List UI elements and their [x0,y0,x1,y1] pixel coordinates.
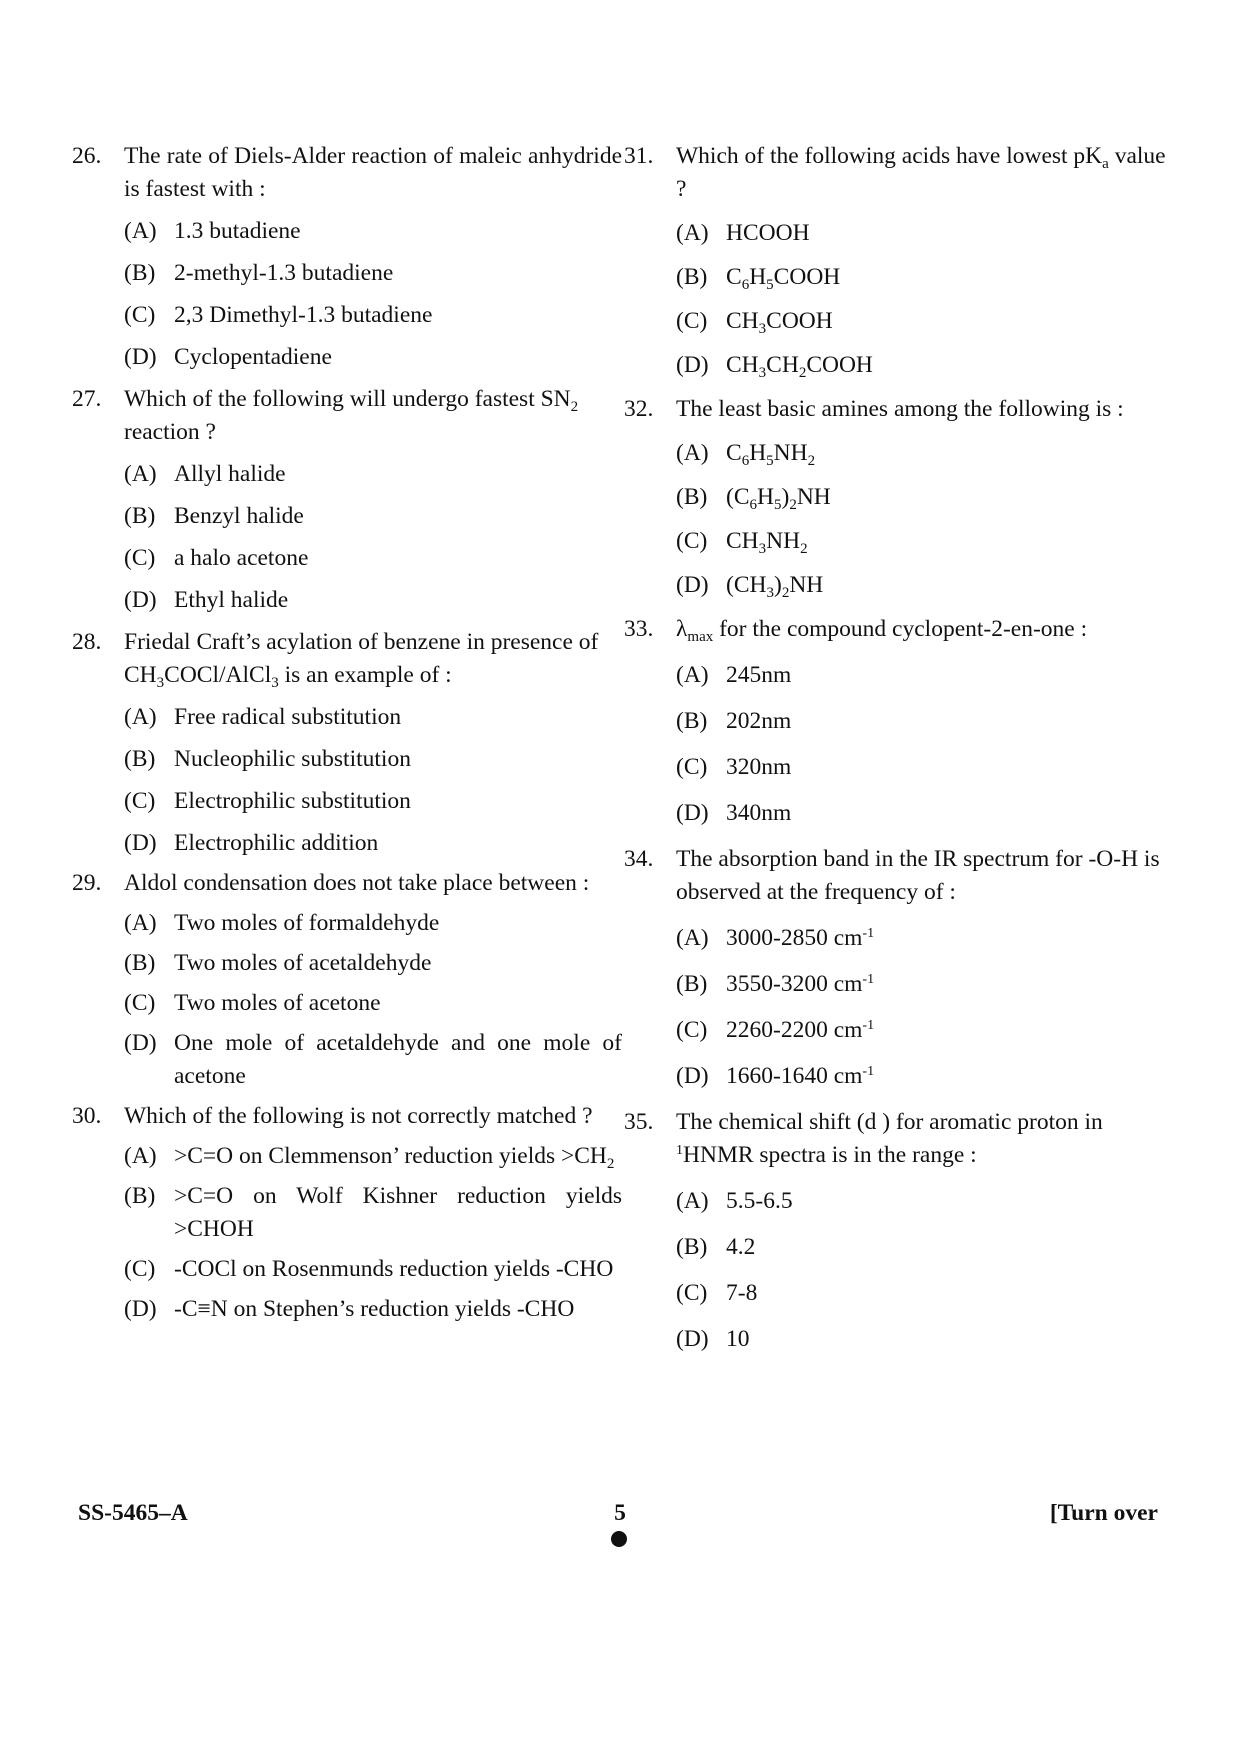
question-33 [624,613,1172,646]
option-label: (A) [676,220,709,246]
question-text: $\lambda_{max}$ for the compound cyclopent-2-en-one : [676,616,1088,645]
option-label: (B) [124,1183,156,1209]
option-text: One mole of acetaldehyde and one mole of acetone [174,1030,622,1089]
option-d [676,797,1172,830]
option-c [124,987,622,1020]
option-label: (A) [124,218,157,244]
option-label: (A) [124,1143,157,1169]
option-label: (D) [676,572,709,598]
option-c [676,305,1172,338]
question-text: Which of the following will undergo fastest $SN_2$ reaction ? [124,386,579,445]
option-text: 2-methyl-1.3 butadiene [174,260,394,286]
option-text: 202nm [726,708,792,734]
option-a [124,458,622,491]
option-text: 320nm [726,754,792,780]
option-d [676,1060,1172,1093]
option-text: $CH_3COOH$ [726,308,833,337]
option-text: Electrophilic substitution [174,788,411,814]
option-label: (B) [676,971,708,997]
option-label: (D) [124,830,157,856]
page-dot-icon [611,1531,627,1547]
question-text: The chemical shift (d ) for aromatic proton in $^1$HNMR spectra is in the range : [676,1109,1103,1168]
option-text: $C_6H_5NH_2$ [726,440,816,469]
option-text: 3000-2850 $cm^{-1}$ [726,925,875,951]
option-text: 3550-3200 $cm^{-1}$ [726,971,875,997]
option-text: Free radical substitution [174,704,402,730]
option-c [676,1014,1172,1047]
option-b [124,947,622,980]
question-number: 26. [72,143,102,169]
question-28 [72,626,622,692]
option-a [676,659,1172,692]
option-label: (B) [676,708,708,734]
question-number: 30. [72,1103,102,1129]
question-number: 33. [624,616,654,642]
question-text: Which of the following is not correctly matched ? [124,1103,593,1129]
option-d [124,827,622,860]
question-text: The least basic amines among the following is : [676,396,1124,422]
option-b [676,481,1172,514]
turn-over-label: [Turn over [1049,1500,1158,1526]
option-text: $CH_3CH_2COOH$ [726,352,873,381]
option-label: (B) [676,1234,708,1260]
option-d [676,349,1172,382]
question-text: Friedal Craft’s acylation of benzene in presence of $CH_3COCl/AlCl_3$ is an example of : [124,629,599,691]
option-label: (B) [124,260,156,286]
question-30 [72,1100,622,1133]
option-label: (C) [676,754,708,780]
option-b [124,257,622,290]
option-b [676,705,1172,738]
option-label: (A) [676,662,709,688]
option-a [676,437,1172,470]
question-number: 35. [624,1109,654,1135]
question-35 [624,1106,1172,1172]
option-a [676,922,1172,955]
option-b [124,500,622,533]
option-text: 10 [726,1326,750,1352]
question-text: Which of the following acids have lowest $pK_a$ value ? [676,143,1166,202]
paper-code: SS-5465–A [78,1500,188,1526]
option-text: HCOOH [726,220,810,246]
page-number: 5 [614,1500,626,1526]
question-26 [72,140,622,206]
option-c [676,751,1172,784]
option-text: 2,3 Dimethyl-1.3 butadiene [174,302,433,328]
question-32 [624,393,1172,426]
question-number: 34. [624,846,654,872]
option-d [124,584,622,617]
option-c [124,542,622,575]
option-label: (D) [124,1296,157,1322]
option-text: >C=O on Wolf Kishner reduction yields >CHOH [174,1183,622,1242]
option-label: (C) [124,302,156,328]
option-text: >C=O on Clemmenson’ reduction yields $>CH_2$ [174,1143,615,1172]
option-label: (C) [676,1017,708,1043]
option-d [124,1027,622,1093]
question-number: 31. [624,143,654,169]
option-text: Nucleophilic substitution [174,746,411,772]
option-text: -COCl on Rosenmunds reduction yields -CHO [174,1256,614,1282]
option-text: 340nm [726,800,792,826]
option-a [124,215,622,248]
option-a [676,1185,1172,1218]
option-text: 245nm [726,662,792,688]
question-number: 32. [624,396,654,422]
question-number: 28. [72,629,102,655]
option-label: (C) [676,308,708,334]
option-label: (B) [124,950,156,976]
option-label: (D) [124,587,157,613]
option-c [124,1253,622,1286]
option-label: (D) [676,352,709,378]
option-label: (B) [124,746,156,772]
option-b [124,743,622,776]
option-d [124,1293,622,1326]
option-text: Two moles of acetone [174,990,381,1016]
option-d [676,1323,1172,1356]
option-text: 7-8 [726,1280,758,1306]
option-label: (C) [124,990,156,1016]
option-label: (C) [124,1256,156,1282]
option-label: (D) [676,1326,709,1352]
option-label: (D) [676,1063,709,1089]
option-c [124,785,622,818]
option-text: 1660-1640 $cm^{-1}$ [726,1063,875,1089]
option-label: (B) [124,503,156,529]
right-column [624,140,1172,1356]
option-b [124,1180,622,1246]
option-label: (A) [124,704,157,730]
option-text: 2260-2200 $cm^{-1}$ [726,1017,875,1043]
option-text: $C_6H_5COOH$ [726,264,841,293]
option-text: a halo acetone [174,545,309,571]
question-29 [72,867,622,900]
option-c [124,299,622,332]
option-text: 4.2 [726,1234,756,1260]
option-label: (A) [676,925,709,951]
option-b [676,968,1172,1001]
option-text: Electrophilic addition [174,830,379,856]
option-text: Allyl halide [174,461,286,487]
option-b [676,261,1172,294]
option-a [124,907,622,940]
option-text: 5.5-6.5 [726,1188,793,1214]
question-text: The absorption band in the IR spectrum for -O-H is observed at the frequency of : [676,846,1160,905]
option-text: $(CH_3)_2NH$ [726,572,824,601]
option-d [676,569,1172,602]
question-text: Aldol condensation does not take place between : [124,870,590,896]
option-label: (B) [676,484,708,510]
option-label: (C) [124,545,156,571]
question-27 [72,383,622,449]
option-label: (A) [124,461,157,487]
left-column [72,140,622,1326]
option-text: Two moles of acetaldehyde [174,950,432,976]
lambda-symbol: λ [676,616,688,642]
question-31 [624,140,1172,206]
option-label: (A) [124,910,157,936]
option-label: (C) [676,1280,708,1306]
option-label: (C) [676,528,708,554]
option-label: (C) [124,788,156,814]
option-text: Cyclopentadiene [174,344,332,370]
option-label: (D) [124,344,157,370]
option-text: 1.3 butadiene [174,218,301,244]
question-number: 29. [72,870,102,896]
option-c [676,1277,1172,1310]
option-label: (B) [676,264,708,290]
option-label: (A) [676,440,709,466]
option-label: (A) [676,1188,709,1214]
option-a [124,1140,622,1173]
option-c [676,525,1172,558]
question-34 [624,843,1172,909]
option-text: Benzyl halide [174,503,304,529]
question-text: The rate of Diels-Alder reaction of maleic anhydride is fastest with : [124,143,622,202]
option-d [124,341,622,374]
option-label: (D) [676,800,709,826]
option-b [676,1231,1172,1264]
option-text: $CH_3NH_2$ [726,528,808,557]
option-a [676,217,1172,250]
option-text: Ethyl halide [174,587,289,613]
option-text: -C≡N on Stephen’s reduction yields -CHO [174,1296,575,1322]
option-text: $(C_6H_5)_2NH$ [726,484,831,513]
option-a [124,701,622,734]
option-label: (D) [124,1030,157,1056]
question-number: 27. [72,386,102,412]
option-text: Two moles of formaldehyde [174,910,440,936]
